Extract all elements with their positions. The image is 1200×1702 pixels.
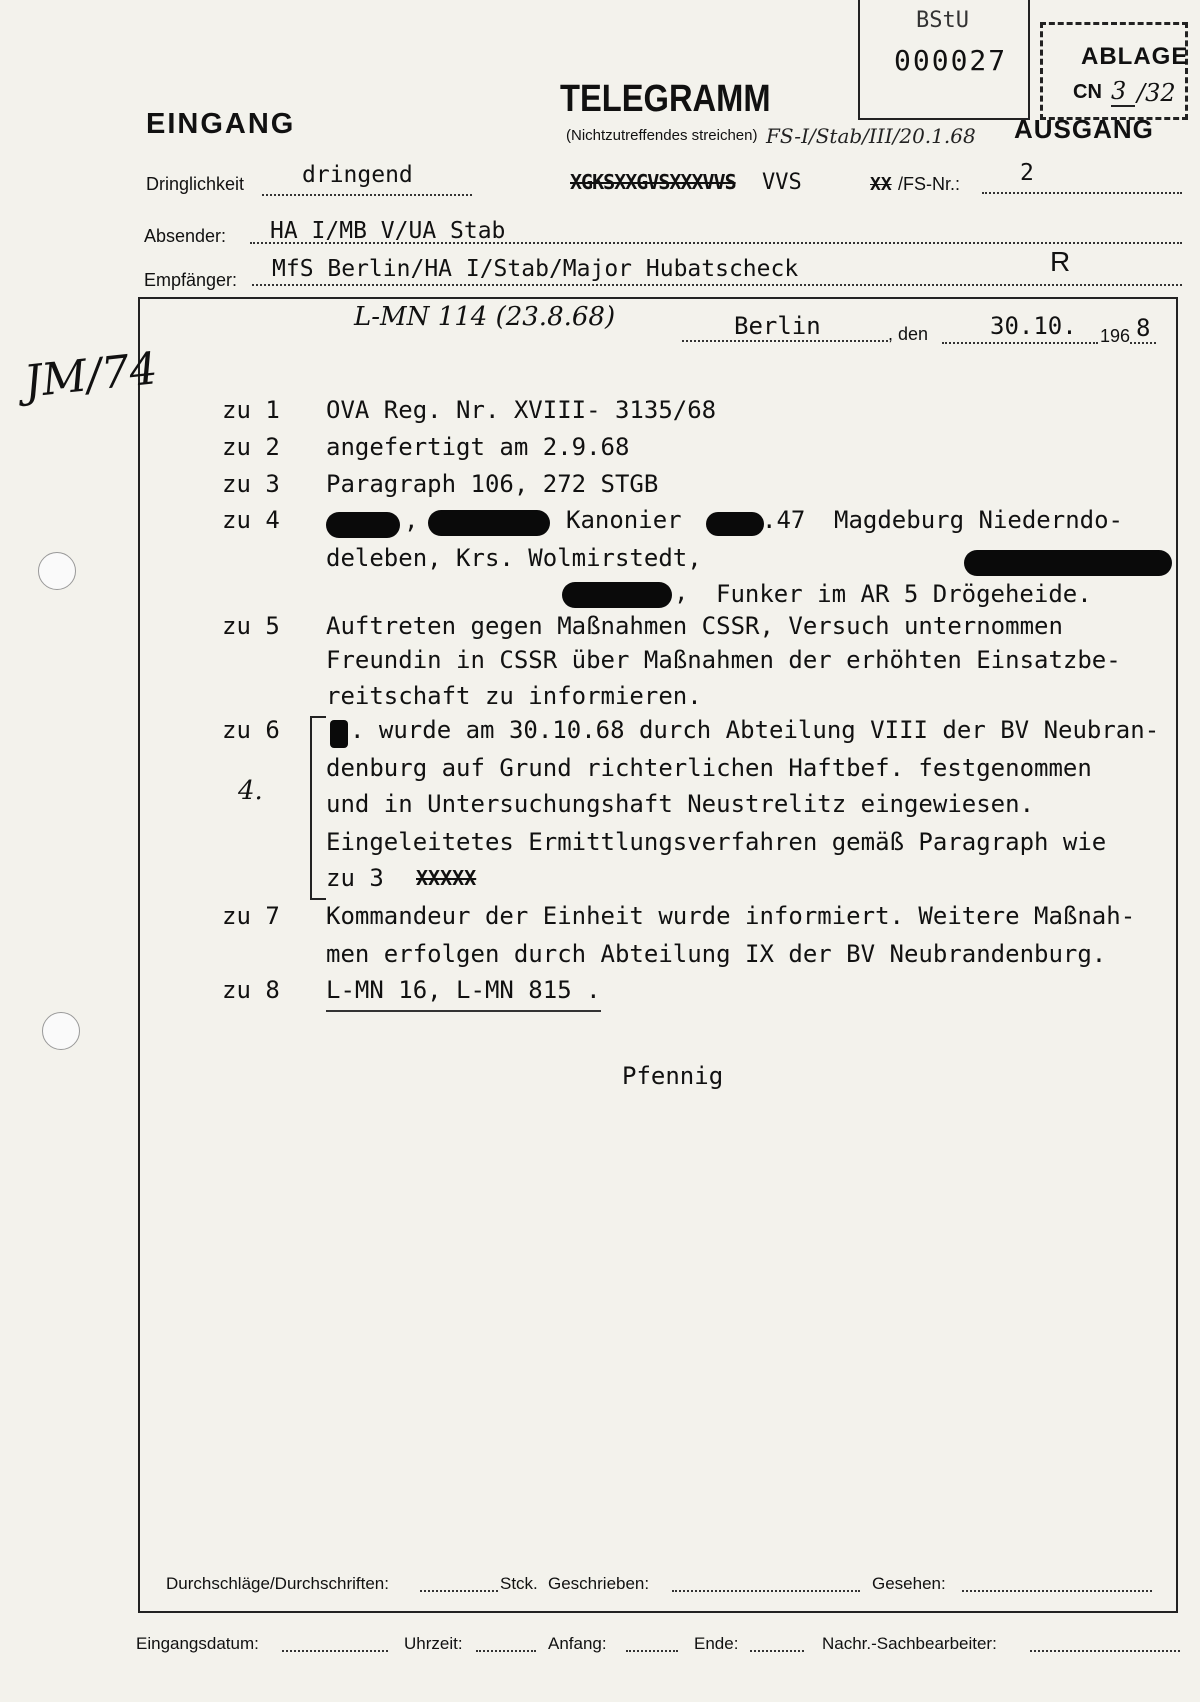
ende-label: Ende: <box>694 1634 739 1653</box>
sachbearbeiter-line <box>1030 1650 1180 1652</box>
item-text: denburg auf Grund richterlichen Haftbef. festgenommen <box>326 754 1092 782</box>
punch-hole-bottom <box>42 1012 80 1050</box>
item-text: Funker im AR 5 Drögeheide. <box>716 580 1092 608</box>
eingangsdatum-label: Eingangsdatum: <box>136 1634 259 1653</box>
gesehen-line <box>962 1590 1152 1592</box>
item-text: Kanonier <box>566 506 682 534</box>
redaction-block <box>330 720 348 748</box>
item-text: reitschaft zu informieren. <box>326 682 702 710</box>
place-line <box>682 340 888 342</box>
date-line <box>942 342 1098 344</box>
item-label: zu 6 <box>222 716 280 744</box>
item-text: angefertigt am 2.9.68 <box>326 433 630 461</box>
item-text: Magdeburg Niederndo- <box>834 506 1123 534</box>
subtitle-handwritten-ref: FS-I/Stab/III/20.1.68 <box>766 124 976 148</box>
empfaenger-line <box>252 284 1182 286</box>
classification-struck: XGKSXXGVSXXXVVS <box>570 170 736 194</box>
eingang-label: EINGANG <box>146 108 296 140</box>
item-text: und in Untersuchungshaft Neustrelitz eingewiesen. <box>326 790 1035 818</box>
item-label: zu 2 <box>222 433 280 461</box>
comma: , <box>404 506 419 534</box>
struck-text: XXXXX <box>416 866 477 890</box>
redaction-block <box>562 582 672 608</box>
r-mark: R <box>1050 246 1071 277</box>
redaction-block <box>706 512 764 536</box>
redaction-block <box>964 550 1172 576</box>
item-text: Freundin in CSSR über Maßnahmen der erhöhten Einsatzbe- <box>326 646 1121 674</box>
ablage-label: ABLAGE <box>1081 43 1189 70</box>
comma: , <box>674 578 689 606</box>
ausgang-label: AUSGANG <box>1014 114 1154 144</box>
item-label: zu 4 <box>222 506 280 534</box>
punch-hole-top <box>38 552 76 590</box>
signature: Pfennig <box>622 1062 724 1090</box>
item-text: zu 3 <box>326 864 384 892</box>
reference-handwriting: L-MN 114 (23.8.68) <box>354 302 616 332</box>
ende-line <box>750 1650 804 1652</box>
dringlichkeit-value: dringend <box>302 162 413 188</box>
geschrieben-label: Geschrieben: <box>548 1574 650 1593</box>
date-value: 30.10. <box>990 312 1077 340</box>
item-text: Kommandeur der Einheit wurde informiert. Weitere Maßnah- <box>326 902 1136 930</box>
item-text: deleben, Krs. Wolmirstedt, <box>326 544 702 572</box>
absender-value: HA I/MB V/UA Stab <box>270 218 506 244</box>
ablage-ref-num: 3 <box>1111 77 1135 107</box>
margin-mark-zu6: 4. <box>238 776 263 806</box>
item-text: Auftreten gegen Maßnahmen CSSR, Versuch unternommen <box>326 612 1063 640</box>
uhrzeit-line <box>476 1650 536 1652</box>
classification-value: VVS <box>762 170 802 195</box>
year-line <box>1130 342 1156 344</box>
redaction-block <box>326 512 400 538</box>
ablage-ref-prefix: CN <box>1073 81 1102 103</box>
anfang-label: Anfang: <box>548 1634 607 1653</box>
empfaenger-label: Empfänger: <box>144 270 238 290</box>
eingangsdatum-line <box>282 1650 388 1652</box>
ablage-stamp <box>1040 22 1188 120</box>
fs-prefix-struck: XX <box>870 174 892 195</box>
year-prefix: 196 <box>1100 326 1131 346</box>
durchschlaege-line <box>420 1590 498 1592</box>
item-text: Eingeleitetes Ermittlungsverfahren gemäß Paragraph wie <box>326 828 1107 856</box>
fs-nr-value: 2 <box>1020 160 1034 186</box>
margin-handwriting: JM/74 <box>21 343 160 408</box>
item-label: zu 7 <box>222 902 280 930</box>
item-text: .47 <box>762 506 806 534</box>
fs-nr-line <box>982 192 1182 194</box>
den-label: , den <box>888 324 929 344</box>
item-label: zu 3 <box>222 470 280 498</box>
redaction-block <box>428 510 550 536</box>
item-text: men erfolgen durch Abteilung IX der BV Neubrandenburg. <box>326 940 1107 968</box>
bracket-mark <box>310 716 326 900</box>
geschrieben-line <box>672 1590 860 1592</box>
sachbearbeiter-label: Nachr.-Sachbearbeiter: <box>822 1634 997 1653</box>
item-label: zu 1 <box>222 396 280 424</box>
dringlichkeit-line <box>262 194 472 196</box>
document-subtitle: (Nichtzutreffendes streichen) <box>566 127 758 144</box>
item-label: zu 8 <box>222 976 280 1004</box>
bstu-stamp <box>858 0 1030 120</box>
uhrzeit-label: Uhrzeit: <box>404 1634 463 1653</box>
absender-label: Absender: <box>144 226 227 246</box>
document-title: TELEGRAMM <box>560 78 771 120</box>
bstu-label: BStU <box>916 8 969 33</box>
fs-nr-label: /FS-Nr.: <box>898 174 960 194</box>
anfang-line <box>626 1650 678 1652</box>
item-text: . wurde am 30.10.68 durch Abteilung VIII der BV Neubran- <box>350 716 1160 744</box>
item-text: Paragraph 106, 272 STGB <box>326 470 659 498</box>
empfaenger-value: MfS Berlin/HA I/Stab/Major Hubatscheck <box>272 256 799 282</box>
stck-label: Stck. <box>500 1574 538 1593</box>
bstu-number: 000027 <box>894 44 1008 77</box>
durchschlaege-label: Durchschläge/Durchschriften: <box>166 1574 389 1593</box>
item-label: zu 5 <box>222 612 280 640</box>
dringlichkeit-label: Dringlichkeit <box>146 174 245 194</box>
year-suffix: 8 <box>1136 314 1151 342</box>
ablage-ref-suffix: /32 <box>1137 79 1176 107</box>
item-text: OVA Reg. Nr. XVIII- 3135/68 <box>326 396 717 424</box>
place-value: Berlin <box>734 312 821 340</box>
gesehen-label: Gesehen: <box>872 1574 946 1593</box>
item-text: L-MN 16, L-MN 815 . <box>326 976 601 1012</box>
